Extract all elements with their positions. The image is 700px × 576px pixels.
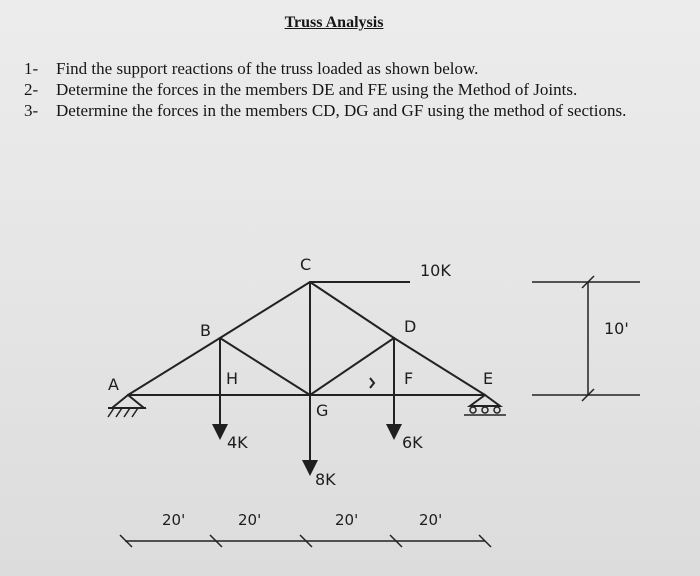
height-dimension [532, 276, 640, 401]
task-text: Find the support reactions of the truss loaded as shown below. [56, 59, 479, 78]
joint-label-e: E [483, 369, 494, 388]
load-label-10k: 10K [420, 261, 451, 280]
span-label-4: 20' [419, 511, 443, 529]
span-label-3: 20' [335, 511, 359, 529]
span-label-1: 20' [162, 511, 186, 529]
member-cd [310, 282, 394, 338]
load-label-6k: 6K [402, 433, 423, 452]
joint-label-b: B [200, 321, 211, 340]
joint-label-h: H [226, 369, 239, 388]
member-ab [128, 338, 220, 395]
small-marker [370, 378, 374, 388]
joint-label-f: F [404, 369, 414, 388]
task-text: Determine the forces in the members CD, DG and GF using the method of sections. [56, 101, 627, 120]
task-text: Determine the forces in the members DE and FE using the Method of Joints. [56, 80, 578, 99]
member-dg [310, 338, 394, 395]
load-label-8k: 8K [315, 470, 336, 489]
support-roller-e [464, 395, 506, 415]
span-dimensions [120, 511, 491, 547]
joint-label-a: A [108, 375, 119, 394]
task-number: 2- [24, 80, 39, 99]
document-title: Truss Analysis [284, 14, 384, 31]
joint-label-g: G [316, 401, 329, 420]
task-number: 1- [24, 59, 39, 78]
support-pin-a [108, 395, 146, 417]
height-dimension-label: 10' [604, 319, 629, 338]
joint-label-c: C [300, 255, 312, 274]
joint-label-d: D [404, 317, 417, 336]
span-label-2: 20' [238, 511, 262, 529]
member-bc [220, 282, 310, 338]
load-label-4k: 4K [227, 433, 248, 452]
task-number: 3- [24, 101, 39, 120]
